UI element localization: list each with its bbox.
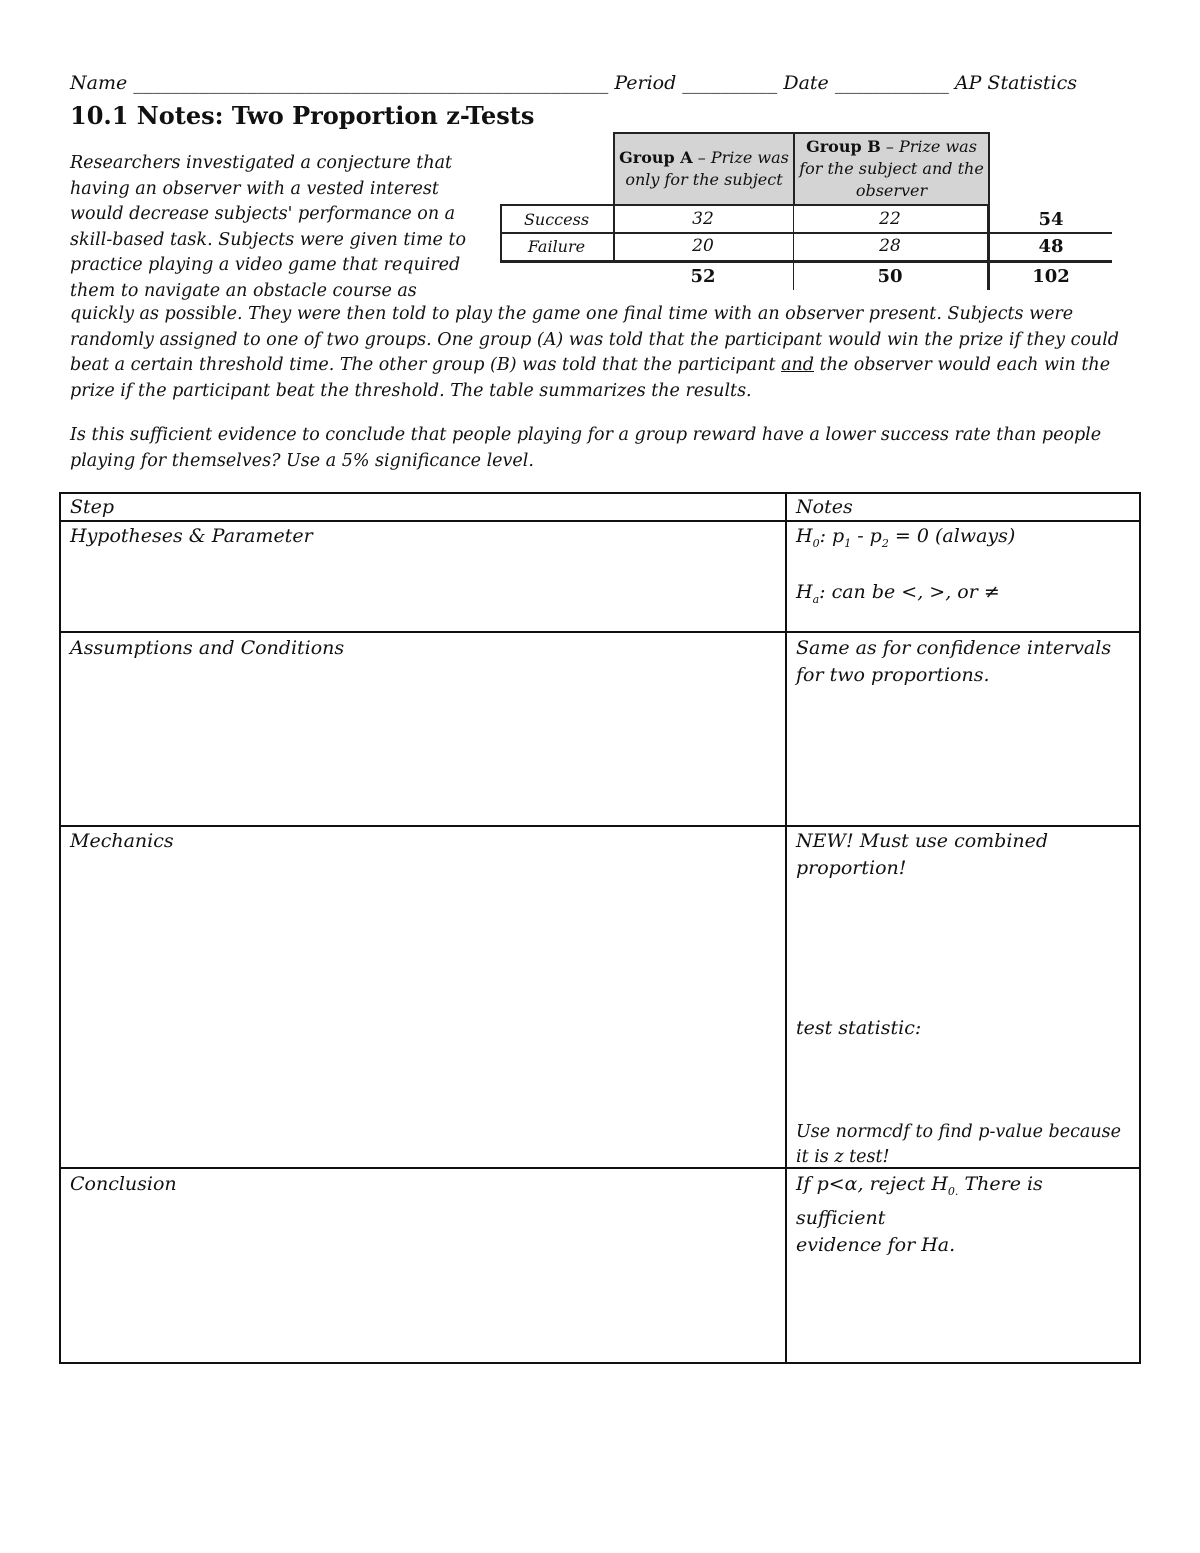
name-label: Name bbox=[70, 72, 128, 94]
cell-success-b: 22 bbox=[879, 209, 901, 229]
row-label-success: Success bbox=[523, 209, 590, 229]
row-total-success: 54 bbox=[1038, 208, 1064, 230]
intro-line: would decrease subjects' performance on a bbox=[70, 204, 456, 224]
contingency-table bbox=[500, 132, 1112, 292]
group-b-header bbox=[793, 132, 990, 206]
note-test-statistic: test statistic: bbox=[796, 1017, 922, 1039]
intro-line bbox=[70, 353, 1140, 379]
intro-line: quickly as possible. They were then told to play the game one final time with an observer present. Subjects were bbox=[70, 304, 1074, 324]
intro-line: them to navigate an obstacle course as bbox=[70, 280, 417, 301]
col-header-notes: Notes bbox=[796, 496, 853, 518]
col-header-step: Step bbox=[70, 496, 115, 518]
note-alt-hypothesis bbox=[796, 579, 1000, 613]
row-divider bbox=[61, 631, 1139, 633]
question-text: Is this sufficient evidence to conclude that people playing for a group reward have a lower success rate than people playing for themselves? Use a 5% significance level. bbox=[70, 425, 1102, 471]
h0-subscript: 0. bbox=[947, 1184, 959, 1198]
cell-success-a: 32 bbox=[692, 209, 714, 229]
name-blank[interactable]: __________________________________________________ bbox=[133, 72, 609, 94]
date-label: Date bbox=[783, 72, 829, 94]
ha-subscript: a bbox=[812, 592, 820, 606]
col-total-b: 50 bbox=[877, 266, 903, 287]
intro-line: skill-based task. Subjects were given time to bbox=[70, 229, 467, 250]
conclusion-line: evidence for Ha. bbox=[796, 1233, 956, 1256]
h0-text: : p bbox=[819, 525, 845, 547]
period-label: Period bbox=[614, 72, 677, 94]
period-blank[interactable]: __________ bbox=[682, 72, 778, 94]
group-b-desc: – Prize was for the subject and the observer bbox=[799, 137, 984, 200]
intro-line: Researchers investigated a conjecture that bbox=[70, 153, 453, 173]
group-a-name: Group A bbox=[619, 148, 693, 167]
note-normcdf: Use normcdf to find p-value because it is z test! bbox=[796, 1122, 1121, 1167]
conclusion-line bbox=[796, 1171, 1136, 1232]
step-hypotheses: Hypotheses & Parameter bbox=[70, 525, 313, 547]
p1-subscript: 1 bbox=[844, 536, 852, 550]
step-mechanics: Mechanics bbox=[70, 830, 174, 852]
group-a-header bbox=[613, 132, 795, 206]
column-divider bbox=[785, 494, 787, 1362]
ha-symbol: H bbox=[796, 581, 813, 603]
group-a-desc: – Prize was only for the subject bbox=[625, 148, 789, 189]
note-conclusion bbox=[796, 1171, 1136, 1259]
col-total-a: 52 bbox=[690, 266, 716, 287]
intro-line: randomly assigned to one of two groups. One group (A) was told that the participant would win the prize if they could bbox=[70, 329, 1120, 350]
intro-line: having an observer with a vested interest bbox=[70, 178, 439, 199]
intro-line: practice playing a video game that required bbox=[70, 255, 461, 275]
step-conclusion: Conclusion bbox=[70, 1173, 177, 1195]
intro-line: prize if the participant beat the threshold. The table summarizes the results. bbox=[70, 380, 752, 401]
course-label: AP Statistics bbox=[954, 72, 1077, 94]
intro-paragraph-left bbox=[70, 151, 480, 304]
header-line bbox=[70, 72, 1077, 94]
cell-failure-b: 28 bbox=[879, 236, 901, 256]
note-combined-proportion: NEW! Must use combined proportion! bbox=[796, 830, 1049, 879]
intro-text: the observer would each win the bbox=[819, 355, 1111, 375]
row-divider bbox=[61, 825, 1139, 827]
steps-table bbox=[59, 492, 1141, 1364]
row-total-failure: 48 bbox=[1038, 235, 1064, 257]
conclusion-text: There is sufficient bbox=[796, 1173, 1043, 1229]
row-label-failure: Failure bbox=[527, 236, 586, 256]
intro-text: beat a certain threshold time. The other group (B) was told that the participant bbox=[70, 355, 776, 375]
h0-symbol: H bbox=[796, 525, 813, 547]
cell-failure-a: 20 bbox=[692, 236, 714, 256]
date-blank[interactable]: ____________ bbox=[834, 72, 949, 94]
h0-text: - p bbox=[851, 525, 882, 547]
p2-subscript: 2 bbox=[881, 536, 889, 550]
group-b-name: Group B bbox=[806, 137, 881, 156]
intro-paragraph-full bbox=[70, 302, 1140, 404]
grand-total: 102 bbox=[1032, 266, 1070, 287]
step-assumptions: Assumptions and Conditions bbox=[70, 637, 345, 659]
h0-text: = 0 (always) bbox=[888, 525, 1016, 547]
note-assumptions: Same as for confidence intervals for two proportions. bbox=[796, 637, 1112, 686]
page-title: 10.1 Notes: Two Proportion z-Tests bbox=[70, 101, 535, 130]
note-null-hypothesis bbox=[796, 523, 1015, 557]
conclusion-text: If p<α, reject H bbox=[796, 1173, 948, 1195]
row-divider bbox=[61, 520, 1139, 522]
h0-subscript: 0 bbox=[812, 536, 820, 550]
underlined-word: and bbox=[781, 355, 814, 375]
ha-text: : can be <, >, or ≠ bbox=[819, 581, 1000, 603]
